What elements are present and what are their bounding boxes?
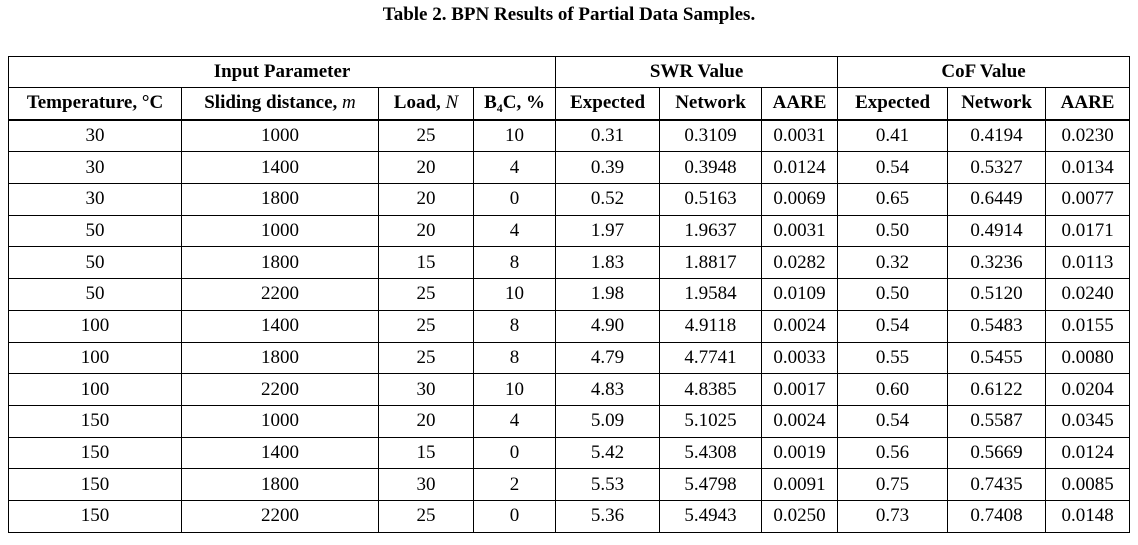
temperature-cell: 30 <box>9 184 182 216</box>
swr-expected-cell: 0.31 <box>556 120 660 152</box>
col-temperature-label: Temperature, °C <box>26 92 164 114</box>
cof-expected-cell: 0.50 <box>838 279 948 311</box>
swr-expected-cell: 1.97 <box>556 215 660 247</box>
b4c-cell: 2 <box>474 469 556 501</box>
table-row <box>9 469 1130 501</box>
swr-aare-cell: 0.0033 <box>762 342 838 374</box>
cof-aare-cell: 0.0134 <box>1046 152 1130 184</box>
cof-aare-cell: 0.0171 <box>1046 215 1130 247</box>
col-cof-aare: AARE <box>1046 88 1130 120</box>
b4c-cell: 0 <box>474 437 556 469</box>
sliding-distance-cell: 2200 <box>182 279 379 311</box>
cof-aare-cell: 0.0240 <box>1046 279 1130 311</box>
load-cell: 25 <box>379 310 474 342</box>
sliding-distance-cell: 1000 <box>182 405 379 437</box>
col-b4c <box>474 88 556 120</box>
group-input-parameter: Input Parameter <box>9 57 556 88</box>
temperature-cell: 150 <box>9 405 182 437</box>
swr-expected-cell: 4.90 <box>556 310 660 342</box>
load-cell: 20 <box>379 215 474 247</box>
swr-network-cell: 0.3948 <box>660 152 762 184</box>
temperature-cell: 150 <box>9 469 182 501</box>
table-row <box>9 279 1130 311</box>
sliding-distance-cell: 1800 <box>182 184 379 216</box>
swr-network-cell: 5.4308 <box>660 437 762 469</box>
sliding-distance-cell: 1000 <box>182 215 379 247</box>
temperature-cell: 50 <box>9 247 182 279</box>
cof-aare-cell: 0.0113 <box>1046 247 1130 279</box>
group-header-row <box>9 57 1130 88</box>
col-load-unit: N <box>445 92 459 114</box>
load-cell: 20 <box>379 152 474 184</box>
cof-expected-cell: 0.56 <box>838 437 948 469</box>
cof-aare-cell: 0.0085 <box>1046 469 1130 501</box>
swr-expected-cell: 4.79 <box>556 342 660 374</box>
swr-expected-cell: 1.83 <box>556 247 660 279</box>
cof-expected-cell: 0.54 <box>838 152 948 184</box>
sliding-distance-cell: 2200 <box>182 500 379 532</box>
col-sliding-label: Sliding distance, <box>204 92 343 114</box>
swr-network-cell: 1.9584 <box>660 279 762 311</box>
col-swr-expected: Expected <box>556 88 660 120</box>
cof-network-cell: 0.5120 <box>948 279 1046 311</box>
temperature-cell: 150 <box>9 500 182 532</box>
sliding-distance-cell: 1400 <box>182 310 379 342</box>
cof-expected-cell: 0.73 <box>838 500 948 532</box>
col-swr-network: Network <box>660 88 762 120</box>
b4c-cell: 4 <box>474 215 556 247</box>
cof-aare-cell: 0.0124 <box>1046 437 1130 469</box>
cof-aare-cell: 0.0148 <box>1046 500 1130 532</box>
cof-network-cell: 0.5587 <box>948 405 1046 437</box>
cof-expected-cell: 0.54 <box>838 310 948 342</box>
table-row <box>9 500 1130 532</box>
cof-aare-cell: 0.0155 <box>1046 310 1130 342</box>
b4c-cell: 8 <box>474 247 556 279</box>
col-swr-aare: AARE <box>762 88 838 120</box>
swr-expected-cell: 1.98 <box>556 279 660 311</box>
table-row <box>9 152 1130 184</box>
cof-expected-cell: 0.54 <box>838 405 948 437</box>
col-b4c-pre: B <box>484 92 497 114</box>
swr-expected-cell: 0.39 <box>556 152 660 184</box>
col-cof-network: Network <box>948 88 1046 120</box>
sliding-distance-cell: 1800 <box>182 469 379 501</box>
cof-expected-cell: 0.55 <box>838 342 948 374</box>
sliding-distance-cell: 1800 <box>182 247 379 279</box>
b4c-cell: 10 <box>474 279 556 311</box>
swr-aare-cell: 0.0109 <box>762 279 838 311</box>
cof-expected-cell: 0.75 <box>838 469 948 501</box>
table-header <box>9 57 1130 120</box>
load-cell: 25 <box>379 279 474 311</box>
swr-expected-cell: 0.52 <box>556 184 660 216</box>
col-temperature <box>9 88 182 120</box>
sliding-distance-cell: 2200 <box>182 374 379 406</box>
col-load-label: Load, <box>393 92 446 114</box>
table-row <box>9 120 1130 152</box>
table-row <box>9 405 1130 437</box>
cof-aare-cell: 0.0204 <box>1046 374 1130 406</box>
load-cell: 25 <box>379 120 474 152</box>
swr-aare-cell: 0.0017 <box>762 374 838 406</box>
table-body <box>9 120 1130 532</box>
cof-network-cell: 0.4194 <box>948 120 1046 152</box>
sliding-distance-cell: 1400 <box>182 437 379 469</box>
swr-network-cell: 5.4943 <box>660 500 762 532</box>
swr-network-cell: 0.3109 <box>660 120 762 152</box>
results-table <box>8 56 1130 533</box>
cof-network-cell: 0.4914 <box>948 215 1046 247</box>
table-row <box>9 342 1130 374</box>
temperature-cell: 50 <box>9 215 182 247</box>
swr-expected-cell: 5.09 <box>556 405 660 437</box>
group-cof-value: CoF Value <box>838 57 1130 88</box>
swr-expected-cell: 5.36 <box>556 500 660 532</box>
cof-network-cell: 0.6449 <box>948 184 1046 216</box>
temperature-cell: 150 <box>9 437 182 469</box>
swr-aare-cell: 0.0031 <box>762 120 838 152</box>
swr-network-cell: 4.9118 <box>660 310 762 342</box>
temperature-cell: 100 <box>9 342 182 374</box>
table-caption: Table 2. BPN Results of Partial Data Samples. <box>382 4 756 25</box>
b4c-cell: 8 <box>474 310 556 342</box>
column-header-row <box>9 88 1130 120</box>
temperature-cell: 30 <box>9 152 182 184</box>
table-row <box>9 437 1130 469</box>
b4c-cell: 0 <box>474 500 556 532</box>
swr-expected-cell: 5.53 <box>556 469 660 501</box>
load-cell: 15 <box>379 437 474 469</box>
b4c-cell: 10 <box>474 120 556 152</box>
cof-network-cell: 0.5483 <box>948 310 1046 342</box>
b4c-cell: 4 <box>474 405 556 437</box>
load-cell: 30 <box>379 374 474 406</box>
cof-expected-cell: 0.41 <box>838 120 948 152</box>
col-b4c-post: C, % <box>502 92 545 114</box>
col-b4c-sub: 4 <box>496 101 503 116</box>
table-row <box>9 215 1130 247</box>
b4c-cell: 0 <box>474 184 556 216</box>
swr-network-cell: 4.8385 <box>660 374 762 406</box>
cof-expected-cell: 0.65 <box>838 184 948 216</box>
cof-network-cell: 0.5327 <box>948 152 1046 184</box>
col-load <box>379 88 474 120</box>
cof-network-cell: 0.7408 <box>948 500 1046 532</box>
sliding-distance-cell: 1800 <box>182 342 379 374</box>
swr-aare-cell: 0.0024 <box>762 405 838 437</box>
table-row <box>9 184 1130 216</box>
cof-expected-cell: 0.32 <box>838 247 948 279</box>
load-cell: 20 <box>379 405 474 437</box>
swr-aare-cell: 0.0124 <box>762 152 838 184</box>
b4c-cell: 10 <box>474 374 556 406</box>
load-cell: 25 <box>379 500 474 532</box>
swr-aare-cell: 0.0019 <box>762 437 838 469</box>
load-cell: 30 <box>379 469 474 501</box>
swr-network-cell: 0.5163 <box>660 184 762 216</box>
cof-network-cell: 0.3236 <box>948 247 1046 279</box>
swr-network-cell: 4.7741 <box>660 342 762 374</box>
swr-aare-cell: 0.0024 <box>762 310 838 342</box>
group-swr-value: SWR Value <box>556 57 838 88</box>
swr-network-cell: 5.4798 <box>660 469 762 501</box>
cof-expected-cell: 0.50 <box>838 215 948 247</box>
swr-network-cell: 5.1025 <box>660 405 762 437</box>
swr-aare-cell: 0.0282 <box>762 247 838 279</box>
swr-aare-cell: 0.0031 <box>762 215 838 247</box>
swr-expected-cell: 4.83 <box>556 374 660 406</box>
load-cell: 20 <box>379 184 474 216</box>
load-cell: 25 <box>379 342 474 374</box>
cof-network-cell: 0.5455 <box>948 342 1046 374</box>
load-cell: 15 <box>379 247 474 279</box>
swr-network-cell: 1.8817 <box>660 247 762 279</box>
swr-aare-cell: 0.0250 <box>762 500 838 532</box>
col-sliding-unit: m <box>342 92 356 114</box>
b4c-cell: 8 <box>474 342 556 374</box>
cof-aare-cell: 0.0077 <box>1046 184 1130 216</box>
b4c-cell: 4 <box>474 152 556 184</box>
cof-expected-cell: 0.60 <box>838 374 948 406</box>
cof-network-cell: 0.5669 <box>948 437 1046 469</box>
swr-network-cell: 1.9637 <box>660 215 762 247</box>
table-row <box>9 310 1130 342</box>
temperature-cell: 100 <box>9 310 182 342</box>
swr-aare-cell: 0.0069 <box>762 184 838 216</box>
table-row <box>9 247 1130 279</box>
cof-aare-cell: 0.0230 <box>1046 120 1130 152</box>
table-row <box>9 374 1130 406</box>
temperature-cell: 30 <box>9 120 182 152</box>
col-sliding-distance <box>182 88 379 120</box>
col-cof-expected: Expected <box>838 88 948 120</box>
cof-aare-cell: 0.0080 <box>1046 342 1130 374</box>
swr-aare-cell: 0.0091 <box>762 469 838 501</box>
cof-network-cell: 0.7435 <box>948 469 1046 501</box>
cof-network-cell: 0.6122 <box>948 374 1046 406</box>
swr-expected-cell: 5.42 <box>556 437 660 469</box>
temperature-cell: 50 <box>9 279 182 311</box>
cof-aare-cell: 0.0345 <box>1046 405 1130 437</box>
temperature-cell: 100 <box>9 374 182 406</box>
sliding-distance-cell: 1000 <box>182 120 379 152</box>
sliding-distance-cell: 1400 <box>182 152 379 184</box>
